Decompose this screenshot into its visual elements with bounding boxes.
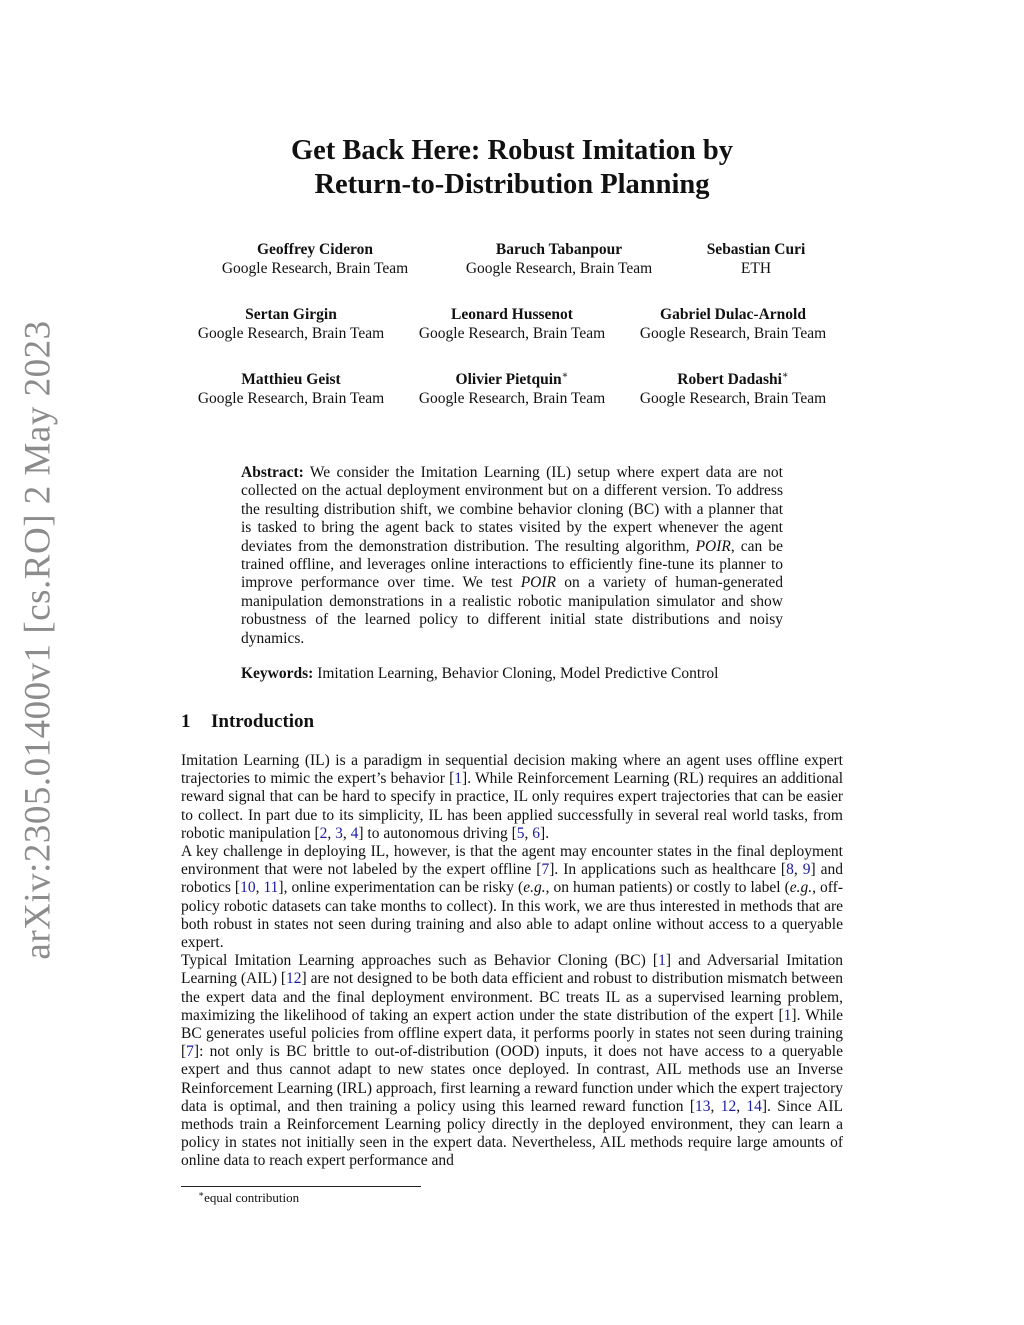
author: [419, 366, 605, 408]
citation-link[interactable]: 6: [532, 824, 541, 842]
abstract-text: , can be trained offline, and leverages online interactions to efficiently fine-tune its planner to improve performance over time. We test: [241, 537, 783, 592]
author-affiliation: Google Research, Brain Team: [639, 325, 827, 342]
keywords-text: Imitation Learning, Behavior Cloning, Model Predictive Control: [317, 665, 719, 682]
author: [640, 301, 826, 343]
citation-link[interactable]: 7: [541, 861, 550, 879]
citation-link[interactable]: 13: [694, 1097, 711, 1115]
author-name: Sertan Girgin: [245, 306, 337, 323]
author-name: Gabriel Dulac-Arnold: [660, 306, 806, 323]
author-affiliation: ETH: [740, 260, 772, 277]
arxiv-stamp: arXiv:2305.01400v1 [cs.RO] 2 May 2023: [17, 320, 59, 960]
method-name: POIR: [695, 537, 731, 555]
citation-link[interactable]: 8: [786, 861, 794, 879]
section-heading: [181, 711, 314, 733]
footnote-rule: [181, 1186, 421, 1187]
citation-link[interactable]: 5: [516, 824, 525, 842]
author-affiliation: Google Research, Brain Team: [418, 390, 606, 407]
author-affiliation: Google Research, Brain Team: [465, 260, 653, 277]
footnote: [198, 1189, 299, 1206]
author-name: Baruch Tabanpour: [495, 241, 623, 258]
citation-link[interactable]: 3: [335, 824, 343, 842]
author-affiliation: Google Research, Brain Team: [639, 390, 827, 407]
citation-link[interactable]: 12: [286, 970, 302, 988]
abstract-text: on a variety of human-generated manipulation demonstrations in a realistic robotic manipulation simulator and show robustness of the learned policy to different initial state distributions and noisy dynamics.: [241, 574, 783, 647]
author: [198, 366, 384, 408]
author: [198, 301, 384, 343]
author-affiliation: Google Research, Brain Team: [197, 325, 385, 342]
citation-link[interactable]: 9: [802, 861, 811, 879]
citation-link[interactable]: 10: [240, 879, 256, 897]
author-name: Robert Dadashi∗: [677, 370, 789, 388]
keywords: [241, 664, 801, 683]
citation-link[interactable]: 1: [783, 1006, 792, 1024]
citation-link[interactable]: 2: [319, 824, 328, 842]
author-name: Leonard Hussenot: [451, 306, 573, 323]
paragraph: Imitation Learning (IL) is a paradigm in sequential decision making where an agent uses offline expert trajectories to mimic the expert’s behavior [1]. While Reinforcement Learning (RL) requires an additional reward signal that can be hard to specify in practice, IL only requires expert trajectories that can be easier to collect. In part due to its simplicity, IL has been applied successfully in several real world tasks, from robotic manipulation [2, 3, 4] to autonomous driving [5, 6].: [181, 752, 844, 842]
citation-link[interactable]: 4: [350, 824, 359, 842]
section-number: 1: [181, 711, 191, 732]
abstract-text: We consider the Imitation Learning (IL) setup where expert data are not collected on the actual deployment environment but on a different version. To address the resulting distribution shift, we combine behavior cloning (BC) with a planner that is tasked to bring the agent back to states visited by the expert whenever the agent deviates from the demonstration distribution. The resulting algorithm,: [241, 464, 783, 555]
citation-link[interactable]: 11: [263, 879, 279, 897]
author-affiliation: Google Research, Brain Team: [221, 260, 409, 277]
abstract: [241, 464, 783, 648]
author-name: Geoffrey Cideron: [256, 241, 374, 258]
title-line-2: Return-to-Distribution Planning: [314, 169, 710, 200]
author: [707, 236, 806, 278]
author: [466, 236, 652, 278]
body-text: [181, 752, 843, 1171]
author: [640, 366, 826, 408]
citation-link[interactable]: 1: [454, 770, 463, 788]
author-affiliation: Google Research, Brain Team: [197, 390, 385, 407]
paper-title: [0, 134, 1024, 202]
citation-link[interactable]: 14: [746, 1097, 762, 1115]
author-name: Olivier Pietquin∗: [455, 370, 569, 388]
title-line-1: Get Back Here: Robust Imitation by: [290, 135, 733, 166]
method-name: POIR: [520, 574, 557, 592]
footnote-text: equal contribution: [204, 1190, 300, 1205]
paragraph: Typical Imitation Learning approaches such as Behavior Cloning (BC) [1] and Adversarial Imitation Learning (AIL) [12] are not designed to be both data efficient and robust to distribution mismatch between the expert data and the final deployment environment. BC treats IL as a supervised learning problem, maximizing the likelihood of taking an expert action under the state distribution of the expert [1]. While BC generates useful policies from offline expert data, it performs poorly in states not seen during training [7]: not only is BC brittle to out-of-distribution (OOD) inputs, it does not have access to a queryable expert and thus cannot adapt to new states once deployed. In contrast, AIL methods use an Inverse Reinforcement Learning (IRL) approach, first learning a reward function under which the expert trajectory data is optimal, and then training a policy using this learned reward function [13, 12, 14]. Since AIL methods train a Reinforcement Learning policy directly in the deployed environment, they can learn a policy in states not initially seen in the expert data. Nevertheless, AIL methods require large amounts of online data to reach expert performance and: [181, 952, 843, 1170]
author-name: Matthieu Geist: [241, 371, 341, 388]
author: [419, 301, 605, 343]
section-title: Introduction: [211, 711, 315, 732]
citation-link[interactable]: 7: [186, 1043, 194, 1061]
abstract-label: Abstract:: [241, 464, 304, 481]
paragraph: A key challenge in deploying IL, however, is that the agent may encounter states in the final deployment environment that were not labeled by the expert offline [7]. In applications such as healthcare [8, 9] and robotics [10, 11], online experimentation can be risky (e.g., on human patients) or costly to label (e.g., off-policy robotic datasets can take months to collect). In this work, we are thus interested in methods that are both robust in states not seen during training and also able to adapt online without access to a queryable expert.: [181, 843, 843, 952]
author-affiliation: Google Research, Brain Team: [418, 325, 606, 342]
author: [222, 236, 408, 278]
footnote-mark: ∗: [198, 1189, 205, 1199]
citation-link[interactable]: 1: [658, 952, 666, 970]
author-name: Sebastian Curi: [706, 241, 806, 258]
keywords-label: Keywords:: [241, 665, 314, 682]
citation-link[interactable]: 12: [720, 1097, 737, 1115]
